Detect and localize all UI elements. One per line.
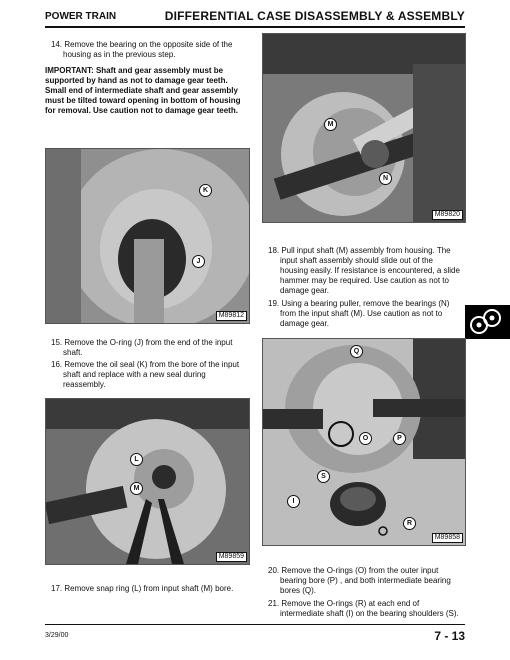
step-15: 15. Remove the O-ring (J) from the end of the input shaft. (51, 338, 233, 357)
step-16: 16. Remove the oil seal (K) from the bore of the input shaft and replace with a new seal during reassembly. (51, 360, 240, 389)
step-17: 17. Remove snap ring (L) from input shaft (M) bore. (51, 584, 234, 593)
figure-oil-seal-graphic (46, 149, 249, 323)
left-mid-text (45, 338, 250, 390)
figure-tag: M89858 (432, 533, 463, 543)
footer-date: 3/29/00 (45, 632, 69, 639)
section-tab (465, 305, 510, 339)
callout-l: L (130, 453, 143, 466)
important-note: IMPORTANT: Shaft and gear assembly must be supported by hand as not to damage gear teeth. Small end of intermediate shaft and gear assembly must be tilted toward opening in bottom of housing for removal. Use caution not to damage gear teeth. (45, 66, 241, 115)
figure-oil-seal (45, 148, 250, 324)
step-19: 19. Using a bearing puller, remove the bearings (N) from the input shaft (M). Use caution as not to damage gear. (268, 299, 450, 328)
step-18: 18. Pull input shaft (M) assembly from housing. The input shaft assembly should slide out of the housing easily. If resistance is encountered, a slide hammer may be required. Use caution as not to damage gear. (268, 246, 460, 295)
left-bottom-text (45, 584, 250, 594)
figure-input-shaft (262, 33, 466, 223)
header-rule (45, 26, 465, 28)
page-number: 7 - 13 (434, 629, 465, 643)
callout-o: O (359, 432, 372, 445)
left-top-text (45, 40, 250, 116)
right-mid-text (262, 246, 462, 329)
right-bottom-text (262, 566, 462, 619)
footer-rule (45, 624, 465, 625)
figure-snap-ring (45, 398, 250, 565)
section-name: POWER TRAIN (45, 11, 117, 22)
callout-s: S (317, 470, 330, 483)
callout-m: M (324, 118, 337, 131)
callout-p: P (393, 432, 406, 445)
gears-icon (465, 305, 510, 339)
figure-tag: M89859 (216, 552, 247, 562)
figure-tag: M89820 (432, 210, 463, 220)
figure-input-shaft-graphic (263, 34, 465, 222)
callout-j: J (192, 255, 205, 268)
page-title: DIFFERENTIAL CASE DISASSEMBLY & ASSEMBLY (164, 9, 465, 23)
figure-tag: M89812 (216, 311, 247, 321)
figure-o-rings (262, 338, 466, 546)
step-21: 21. Remove the O-rings (R) at each end of intermediate shaft (I) on the bearing shoulders (S). (268, 599, 459, 618)
figure-snap-ring-graphic (46, 399, 249, 564)
callout-q: Q (350, 345, 363, 358)
callout-i: I (287, 495, 300, 508)
callout-r: R (403, 517, 416, 530)
callout-k: K (199, 184, 212, 197)
step-20: 20. Remove the O-rings (O) from the outer input bearing bore (P) , and both intermediate bearing bores (Q). (268, 566, 451, 595)
callout-m: M (130, 482, 143, 495)
step-14: 14. Remove the bearing on the opposite side of the housing as in the previous step. (51, 40, 233, 59)
callout-n: N (379, 172, 392, 185)
